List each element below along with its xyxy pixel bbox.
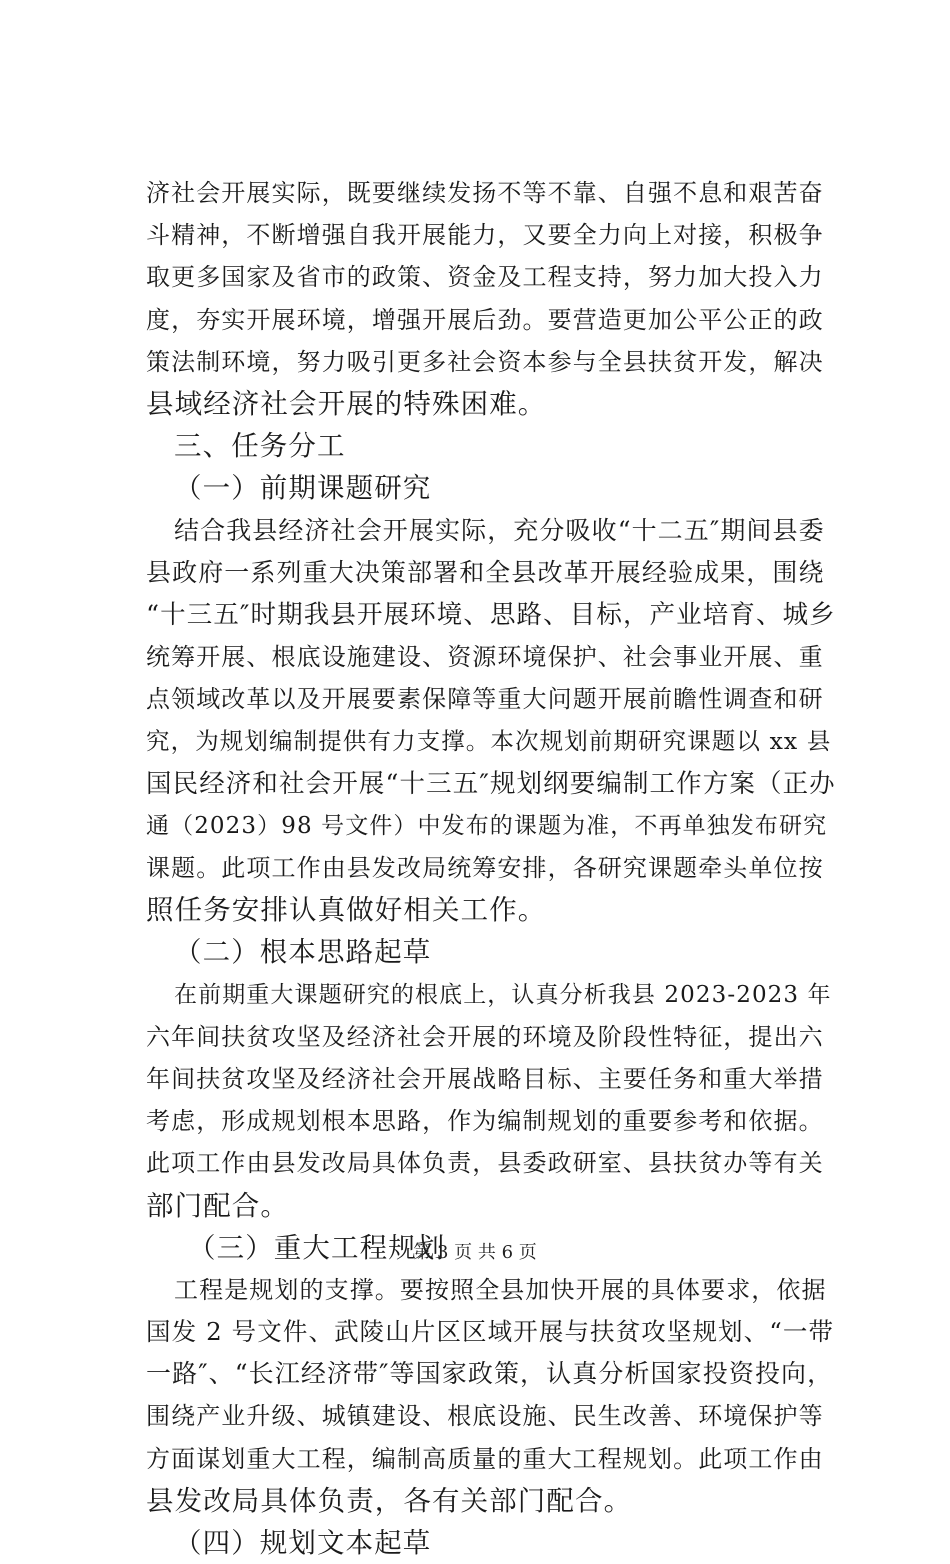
text-line: 课题。此项工作由县发改局统筹安排，各研究课题牵头单位按 <box>146 854 824 882</box>
text-line: 县政府一系列重大决策部署和全县改革开展经验成果，围绕 <box>146 557 825 587</box>
text-line: （三）重大工程规划 <box>188 1231 446 1264</box>
text-line: 工程是规划的支撑。要按照全县加快开展的具体要求，依据 <box>174 1275 827 1304</box>
text-line: 县域经济社会开展的特殊困难。 <box>146 387 547 420</box>
text-line: 度，夯实开展环境，增强开展后劲。要营造更加公平公正的政 <box>146 305 824 334</box>
page-footer: 第 3 页 共 6 页 <box>413 1242 537 1263</box>
text-line: 在前期重大课题研究的根底上，认真分析我县 2023-2023 年 <box>174 981 832 1008</box>
text-line: 通（2023）98 号文件）中发布的课题为准，不再单独发布研究 <box>146 812 828 839</box>
text-line: 结合我县经济社会开展实际，充分吸收“十二五″期间县委 <box>174 515 825 545</box>
text-line: 取更多国家及省市的政策、资金及工程支持，努力加大投入力 <box>146 263 824 292</box>
text-line: 照任务安排认真做好相关工作。 <box>146 894 547 927</box>
text-line: 点领域改革以及开展要素保障等重大问题开展前瞻性调查和研 <box>146 685 824 714</box>
text-line: （二）根本思路起草 <box>174 936 432 969</box>
text-line: 围绕产业升级、城镇建设、根底设施、民生改善、环境保护等 <box>146 1402 824 1431</box>
text-line: 策法制环境，努力吸引更多社会资本参与全县扶贫开发，解决 <box>146 347 824 376</box>
text-line: （一）前期课题研究 <box>174 472 432 505</box>
document-body <box>146 172 836 1564</box>
text-line: 方面谋划重大工程，编制高质量的重大工程规划。此项工作由 <box>146 1444 824 1473</box>
text-line: 国发 2 号文件、武陵山片区区域开展与扶贫攻坚规划、“一带 <box>146 1317 835 1347</box>
text-line: 统筹开展、根底设施建设、资源环境保护、社会事业开展、重 <box>146 643 824 672</box>
text-line: 此项工作由县发改局具体负责，县委政研室、县扶贫办等有关 <box>146 1149 824 1178</box>
text-line: 六年间扶贫攻坚及经济社会开展的环境及阶段性特征，提出六 <box>146 1022 824 1051</box>
text-line: “十三五″时期我县开展环境、思路、目标，产业培育、城乡 <box>146 599 836 630</box>
text-line: 三、任务分工 <box>174 430 346 463</box>
text-line: （四）规划文本起草 <box>174 1527 432 1559</box>
text-line: 部门配合。 <box>146 1189 289 1222</box>
text-line: 考虑，形成规划根本思路，作为编制规划的重要参考和依据。 <box>146 1107 824 1136</box>
text-line: 年间扶贫攻坚及经济社会开展战略目标、主要任务和重大举措 <box>146 1064 824 1093</box>
text-line: 济社会开展实际，既要继续发扬不等不靠、自强不息和艰苦奋 <box>146 179 824 207</box>
text-line: 一路″、“长江经济带″等国家政策，认真分析国家投资投向， <box>146 1359 834 1389</box>
text-line: 斗精神，不断增强自我开展能力，又要全力向上对接，积极争 <box>146 221 824 250</box>
text-line: 县发改局具体负责，各有关部门配合。 <box>146 1484 633 1517</box>
text-line: 究，为规划编制提供有力支撑。本次规划前期研究课题以 xx 县 <box>146 727 832 756</box>
text-line: 国民经济和社会开展“十三五″规划纲要编制工作方案（正办 <box>146 768 836 799</box>
